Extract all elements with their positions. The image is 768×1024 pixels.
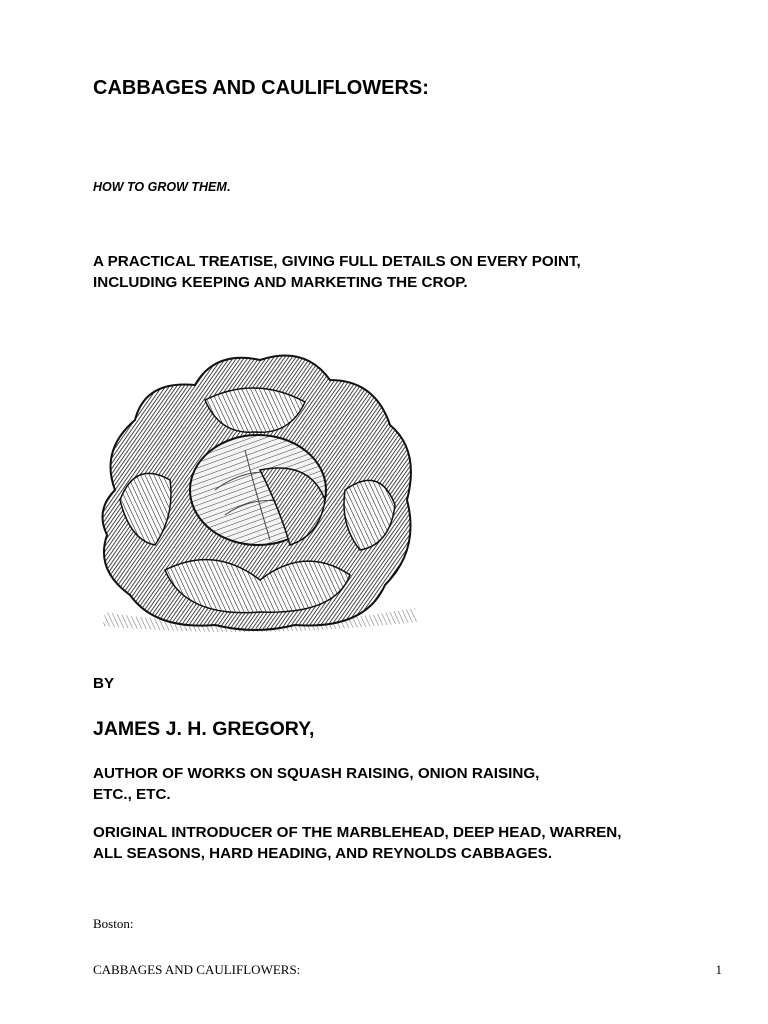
author-works xyxy=(93,763,733,805)
author-name: JAMES J. H. GREGORY, xyxy=(93,718,315,740)
works-line-1: AUTHOR OF WORKS ON SQUASH RAISING, ONION RAISING, xyxy=(93,765,540,782)
introducer-note xyxy=(93,822,733,864)
by-label: BY xyxy=(93,675,115,692)
cabbage-engraving-icon xyxy=(95,340,420,635)
treatise-description xyxy=(93,251,733,293)
subtitle-text: HOW TO GROW THEM xyxy=(93,180,227,194)
treatise-line-1: A PRACTICAL TREATISE, GIVING FULL DETAILS ON EVERY POINT, xyxy=(93,253,581,270)
footer-page-number: 1 xyxy=(715,962,722,977)
introducer-line-2: ALL SEASONS, HARD HEADING, AND REYNOLDS CABBAGES. xyxy=(93,845,553,862)
introducer-line-1: ORIGINAL INTRODUCER OF THE MARBLEHEAD, DEEP HEAD, WARREN, xyxy=(93,824,622,841)
footer-running-title: CABBAGES AND CAULIFLOWERS: xyxy=(93,962,301,977)
document-title: CABBAGES AND CAULIFLOWERS: xyxy=(93,77,429,99)
document-subtitle xyxy=(93,180,230,194)
treatise-line-2: INCLUDING KEEPING AND MARKETING THE CROP. xyxy=(93,274,468,291)
publication-place: Boston: xyxy=(93,916,134,931)
subtitle-period: . xyxy=(226,180,231,194)
works-line-2: ETC., ETC. xyxy=(93,786,171,803)
